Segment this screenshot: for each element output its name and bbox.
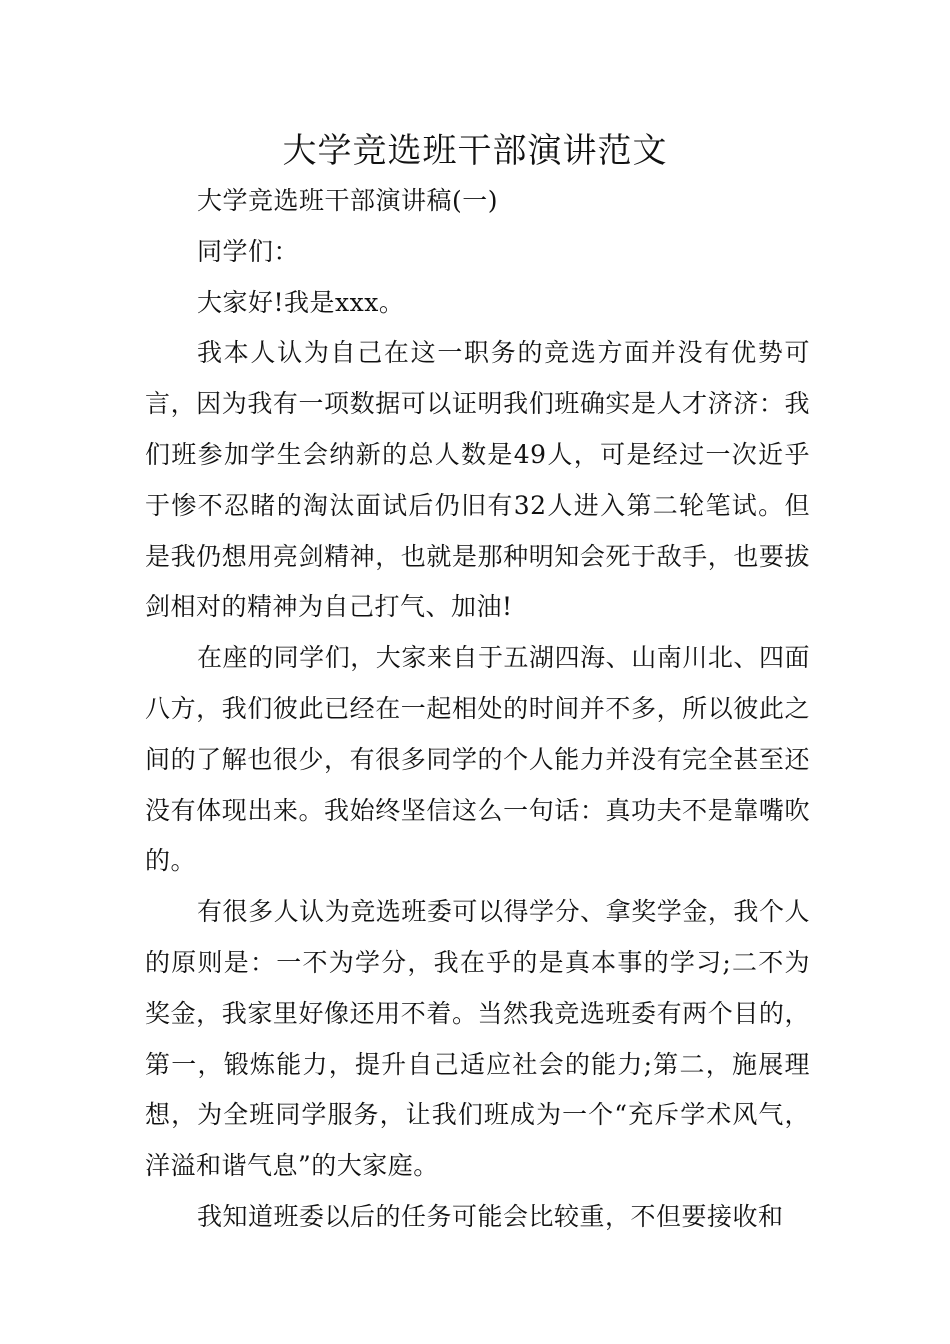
paragraph-salutation: 同学们： (197, 236, 300, 266)
paragraph-subtitle: 大学竞选班干部演讲稿(一) (197, 186, 499, 215)
paragraph-greeting: 大家好!我是xxx。 (197, 287, 405, 317)
paragraph-body: 我本人认为自己在这一职务的竞选方面并没有优势可言，因为我有一项数据可以证明我们班确实是人才济济：我们班参加学生会纳新的总人数是49人，可是经过一次近乎于惨不忍睹的淘汰面试后仍旧有32人进入第二轮笔试。但是我仍想用亮剑精神，也就是那种明知会死于敌手，也要拔剑相对的精神为自己打气、加油! (145, 338, 810, 622)
paragraph-body: 在座的同学们，大家来自于五湖四海、山南川北、四面八方，我们彼此已经在一起相处的时间并不多，所以彼此之间的了解也很少，有很多同学的个人能力并没有完全甚至还没有体现出来。我始终坚信这么一句话：真功夫不是靠嘴吹的。 (145, 643, 810, 876)
document-body (145, 176, 810, 1243)
paragraph-body: 有很多人认为竞选班委可以得学分、拿奖学金，我个人的原则是：一不为学分，我在乎的是真本事的学习;二不为奖金，我家里好像还用不着。当然我竞选班委有两个目的，第一，锻炼能力，提升自己适应社会的能力;第二，施展理想，为全班同学服务，让我们班成为一个“充斥学术风气，洋溢和谐气息”的大家庭。 (145, 897, 810, 1181)
paragraph-body: 我知道班委以后的任务可能会比较重，不但要接收和 (197, 1201, 784, 1231)
document-title: 大学竞选班干部演讲范文 (282, 131, 668, 171)
